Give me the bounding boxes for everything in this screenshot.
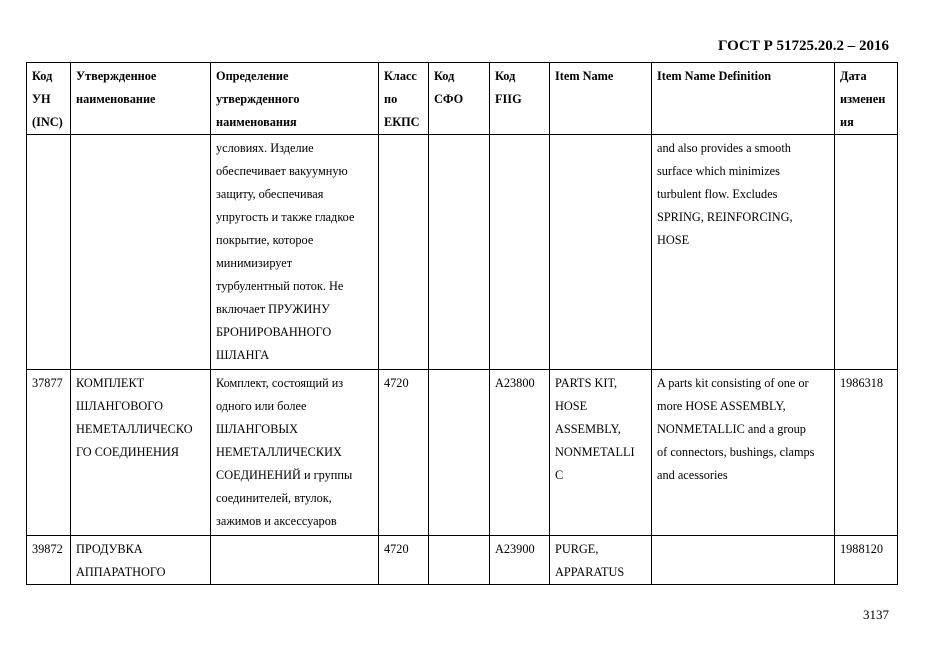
- table-header-row: [27, 63, 898, 135]
- column-header-fiig-code: [490, 63, 550, 135]
- column-header-change-date: [835, 63, 898, 135]
- document-title: ГОСТ Р 51725.20.2 – 2016: [717, 38, 889, 54]
- cell-line: SPRING, REINFORCING,: [657, 210, 793, 224]
- cell-line: обеспечивает вакуумную: [216, 164, 348, 178]
- cell-line: ШЛАНГОВОГО: [76, 399, 163, 413]
- cell-line: ЕКПС: [384, 115, 420, 129]
- cell-fiig-code: [490, 370, 550, 536]
- cell-line: 1988120: [840, 542, 884, 556]
- cell-line: HOSE: [657, 233, 690, 247]
- column-header-item-name: [550, 63, 652, 135]
- cell-item-name-definition: [652, 135, 835, 370]
- cell-item-name: [550, 135, 652, 370]
- cell-line: Комплект, состоящий из: [216, 376, 344, 390]
- column-header-sfo-code: [429, 63, 490, 135]
- cell-line: HOSE: [555, 399, 588, 413]
- cell-line: наименование: [76, 92, 156, 106]
- cell-line: 1986318: [840, 376, 884, 390]
- cell-line: турбулентный поток. Не: [216, 279, 344, 293]
- cell-line: 4720: [384, 376, 409, 390]
- cell-line: Класс: [384, 69, 417, 83]
- cell-line: ГО СОЕДИНЕНИЯ: [76, 445, 179, 459]
- cell-line: КОМПЛЕКТ: [76, 376, 145, 390]
- cell-line: СФО: [434, 92, 464, 106]
- table-row: [27, 135, 898, 370]
- cell-item-name-definition: [652, 370, 835, 536]
- cell-line: НЕМЕТАЛЛИЧЕСКИХ: [216, 445, 342, 459]
- cell-line: Утвержденное: [76, 69, 157, 83]
- column-header-inc-code: [27, 63, 71, 135]
- cell-line: ПРОДУВКА: [76, 542, 143, 556]
- cell-line: АППАРАТНОГО: [76, 565, 166, 579]
- cell-line: and also provides a smooth: [657, 141, 791, 155]
- cell-line: ШЛАНГА: [216, 348, 270, 362]
- cell-line: APPARATUS: [555, 565, 625, 579]
- cell-definition: [211, 135, 379, 370]
- cell-line: FIIG: [495, 92, 522, 106]
- cell-line: изменен: [840, 92, 886, 106]
- cell-line: 4720: [384, 542, 409, 556]
- cell-approved-name: [71, 536, 211, 585]
- cell-change-date: [835, 135, 898, 370]
- data-table: [26, 62, 898, 585]
- cell-line: 39872: [32, 542, 63, 556]
- cell-line: C: [555, 468, 564, 482]
- cell-line: НЕМЕТАЛЛИЧЕСКО: [76, 422, 193, 436]
- table-row: [27, 536, 898, 585]
- cell-line: наименования: [216, 115, 297, 129]
- cell-line: покрытие, которое: [216, 233, 314, 247]
- cell-line: Определение: [216, 69, 289, 83]
- cell-line: 37877: [32, 376, 63, 390]
- cell-line: зажимов и аксессуаров: [216, 514, 337, 528]
- cell-sfo-code: [429, 135, 490, 370]
- cell-line: ия: [840, 115, 854, 129]
- cell-line: (INC): [32, 115, 63, 129]
- cell-change-date: [835, 370, 898, 536]
- cell-approved-name: [71, 135, 211, 370]
- column-header-approved-name: [71, 63, 211, 135]
- cell-item-name-definition: [652, 536, 835, 585]
- cell-line: turbulent flow. Excludes: [657, 187, 778, 201]
- cell-line: утвержденного: [216, 92, 300, 106]
- cell-line: and acessories: [657, 468, 728, 482]
- cell-line: A parts kit consisting of one or: [657, 376, 809, 390]
- cell-line: по: [384, 92, 398, 106]
- cell-line: ШЛАНГОВЫХ: [216, 422, 298, 436]
- cell-line: одного или более: [216, 399, 307, 413]
- cell-line: защиту, обеспечивая: [216, 187, 324, 201]
- cell-line: Код: [495, 69, 516, 83]
- cell-line: включает ПРУЖИНУ: [216, 302, 330, 316]
- cell-line: минимизирует: [216, 256, 293, 270]
- cell-line: A23900: [495, 542, 535, 556]
- column-header-definition: [211, 63, 379, 135]
- cell-line: Item Name Definition: [657, 69, 772, 83]
- cell-fiig-code: [490, 536, 550, 585]
- column-header-ekps-class: [379, 63, 429, 135]
- cell-line: more HOSE ASSEMBLY,: [657, 399, 786, 413]
- cell-line: условиях. Изделие: [216, 141, 314, 155]
- cell-change-date: [835, 536, 898, 585]
- cell-item-name: [550, 536, 652, 585]
- cell-line: Код: [32, 69, 53, 83]
- table-row: [27, 370, 898, 536]
- page-number: 3137: [863, 607, 889, 622]
- cell-sfo-code: [429, 370, 490, 536]
- cell-inc-code: [27, 135, 71, 370]
- cell-line: УН: [32, 92, 51, 106]
- cell-line: NONMETALLIC and a group: [657, 422, 806, 436]
- cell-line: Дата: [840, 69, 867, 83]
- cell-line: PURGE,: [555, 542, 599, 556]
- cell-line: ASSEMBLY,: [555, 422, 621, 436]
- cell-ekps-class: [379, 370, 429, 536]
- cell-sfo-code: [429, 536, 490, 585]
- cell-line: БРОНИРОВАННОГО: [216, 325, 332, 339]
- cell-line: СОЕДИНЕНИЙ и группы: [216, 468, 353, 482]
- cell-line: A23800: [495, 376, 535, 390]
- cell-inc-code: [27, 536, 71, 585]
- cell-definition: [211, 370, 379, 536]
- cell-line: of connectors, bushings, clamps: [657, 445, 815, 459]
- cell-line: NONMETALLI: [555, 445, 635, 459]
- cell-definition: [211, 536, 379, 585]
- cell-item-name: [550, 370, 652, 536]
- cell-line: Код: [434, 69, 455, 83]
- cell-inc-code: [27, 370, 71, 536]
- cell-line: упругость и также гладкое: [216, 210, 355, 224]
- cell-line: surface which minimizes: [657, 164, 780, 178]
- cell-ekps-class: [379, 135, 429, 370]
- cell-ekps-class: [379, 536, 429, 585]
- cell-line: Item Name: [555, 69, 614, 83]
- cell-line: PARTS KIT,: [555, 376, 618, 390]
- column-header-item-name-definition: [652, 63, 835, 135]
- cell-approved-name: [71, 370, 211, 536]
- cell-line: соединителей, втулок,: [216, 491, 332, 505]
- cell-fiig-code: [490, 135, 550, 370]
